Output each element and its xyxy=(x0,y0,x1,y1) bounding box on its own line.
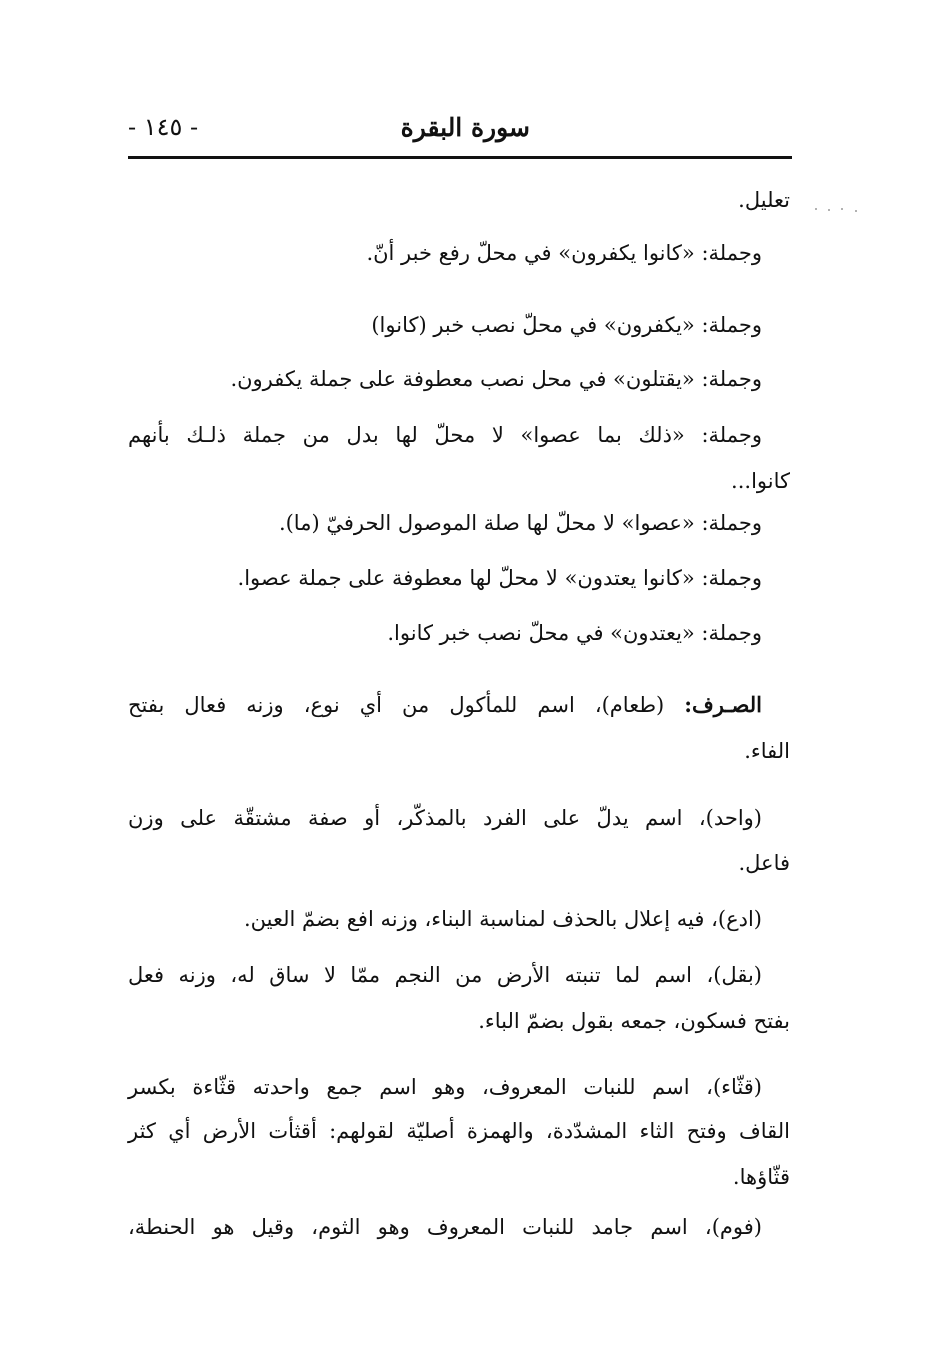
text-line: وجملة: «يكفرون» في محلّ نصب خبر (كانوا) xyxy=(371,313,762,337)
text-line: تعليل. xyxy=(738,188,790,212)
section-label: الصـرف: xyxy=(684,692,762,717)
text-line: (بقل)، اسم لما تنبته الأرض من النجم ممّا لا ساق له، وزنه فعل xyxy=(128,963,762,987)
scan-speck xyxy=(841,208,843,210)
text-line: (فوم)، اسم جامد للنبات المعروف وهو الثوم، وقيل هو الحنطة، xyxy=(128,1215,762,1239)
text-line xyxy=(128,688,762,722)
text-line: (قثّاء)، اسم للنبات المعروف، وهو اسم جمع واحدته قثّاءة بكسر xyxy=(128,1075,762,1099)
text-run: (طعام)، اسم للمأكول من أي نوع، وزنه فعال بفتح xyxy=(128,693,685,717)
text-line: القاف وفتح الثاء المشدّدة، والهمزة أصليّة لقولهم: أقثأت الأرض أي كثر xyxy=(128,1119,790,1143)
text-line: وجملة: «يعتدون» في محلّ نصب خبر كانوا. xyxy=(387,621,762,645)
text-line: فاعل. xyxy=(738,851,790,875)
text-line: الفاء. xyxy=(744,739,790,763)
running-header xyxy=(128,105,792,155)
text-line: وجملة: «كانوا يعتدون» لا محلّ لها معطوفة على جملة عصوا. xyxy=(237,566,762,590)
scan-speck xyxy=(855,210,857,212)
text-line: (واحد)، اسم يدلّ على الفرد بالمذكّر، أو صفة مشتقّة على وزن xyxy=(128,806,762,830)
page-number: - ١٤٥ - xyxy=(128,113,199,141)
text-line: وجملة: «يقتلون» في محل نصب معطوفة على جملة يكفرون. xyxy=(230,367,762,391)
text-line: قثّاؤها. xyxy=(732,1165,790,1189)
scan-speck xyxy=(828,209,830,211)
text-line: وجملة: «كانوا يكفرون» في محلّ رفع خبر أنّ. xyxy=(366,241,762,265)
text-line: (ادع)، فيه إعلال بالحذف لمناسبة البناء، وزنه افع بضمّ العين. xyxy=(244,907,762,931)
text-line: وجملة: «ذلك بما عصوا» لا محلّ لها بدل من جملة ذلـك بأنهم xyxy=(128,423,762,447)
surah-title: سورة البقرة xyxy=(400,113,530,142)
header-rule xyxy=(128,156,792,159)
scan-speck xyxy=(815,208,817,210)
text-line: كانوا... xyxy=(731,469,790,493)
text-line: وجملة: «عصوا» لا محلّ لها صلة الموصول الحرفيّ (ما). xyxy=(278,511,762,535)
text-line: بفتح فسكون، جمعه بقول بضمّ الباء. xyxy=(478,1009,790,1033)
